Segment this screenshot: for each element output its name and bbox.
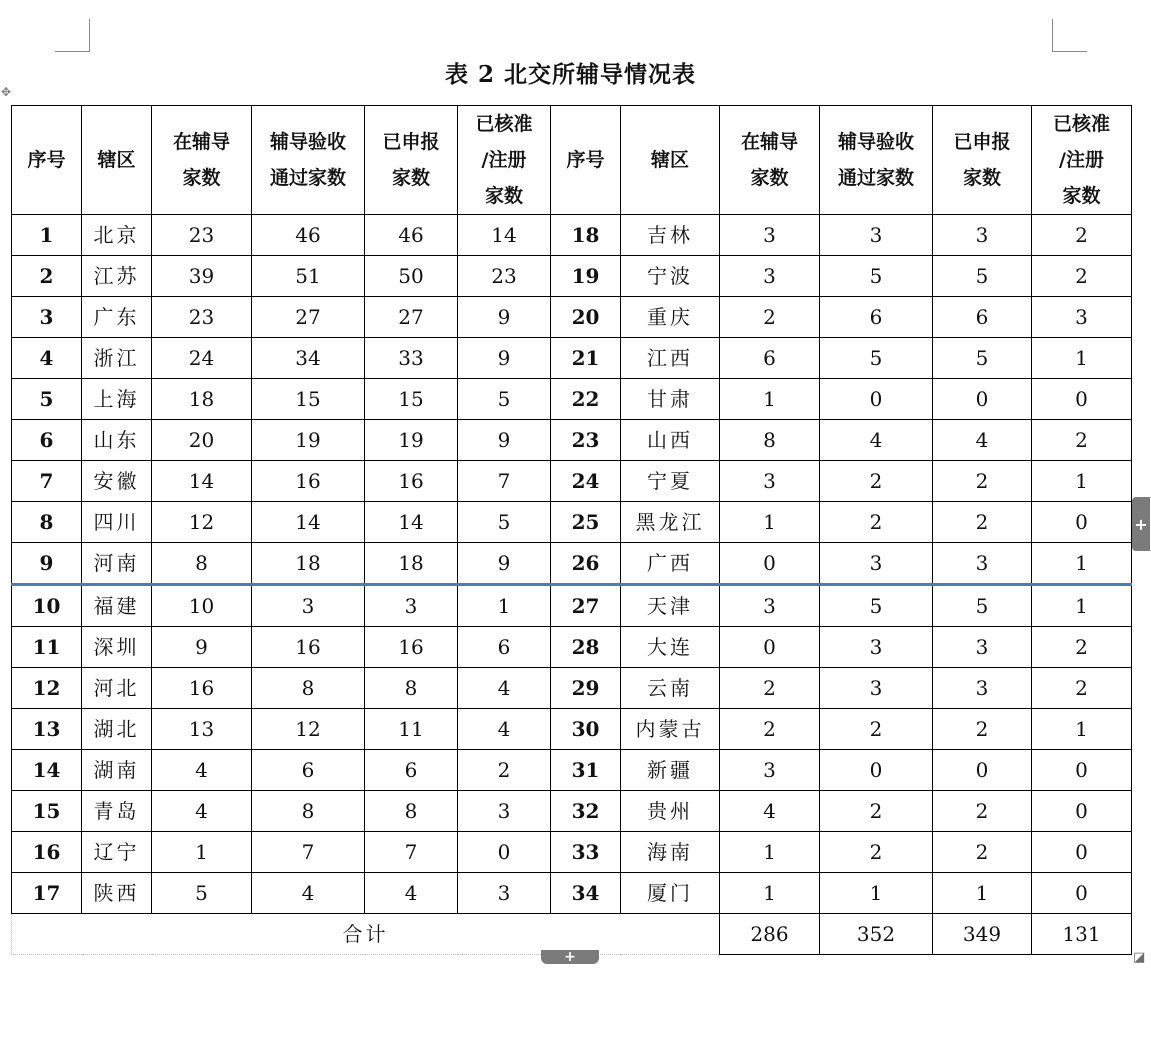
- cell-seq[interactable]: 18: [551, 215, 621, 256]
- cell-accepted[interactable]: 5: [820, 585, 933, 627]
- cell-approved[interactable]: 0: [1032, 832, 1132, 873]
- cell-region[interactable]: 江西: [621, 338, 720, 379]
- cell-accepted[interactable]: 6: [252, 750, 365, 791]
- cell-in-guidance[interactable]: 24: [152, 338, 252, 379]
- cell-seq[interactable]: 2: [12, 256, 82, 297]
- cell-filed[interactable]: 3: [365, 585, 458, 627]
- header-cell[interactable]: 辅导验收 通过家数: [252, 106, 365, 215]
- cell-accepted[interactable]: 6: [820, 297, 933, 338]
- cell-accepted[interactable]: 3: [820, 668, 933, 709]
- cell-in-guidance[interactable]: 23: [152, 297, 252, 338]
- cell-filed[interactable]: 0: [933, 750, 1032, 791]
- cell-filed[interactable]: 5: [933, 585, 1032, 627]
- cell-approved[interactable]: 1: [1032, 338, 1132, 379]
- page-corner-mark-top-left: [55, 19, 90, 52]
- cell-filed[interactable]: 2: [933, 791, 1032, 832]
- cell-filed[interactable]: 46: [365, 215, 458, 256]
- cell-region[interactable]: 陕西: [82, 873, 152, 914]
- page-corner-mark-top-right: [1052, 19, 1087, 52]
- cell-accepted[interactable]: 27: [252, 297, 365, 338]
- cell-approved[interactable]: 0: [1032, 750, 1132, 791]
- cell-filed[interactable]: 11: [365, 709, 458, 750]
- total-value[interactable]: 352: [820, 914, 933, 955]
- cell-accepted[interactable]: 8: [252, 668, 365, 709]
- cell-seq[interactable]: 20: [551, 297, 621, 338]
- header-row: [12, 106, 1132, 215]
- cell-accepted[interactable]: 12: [252, 709, 365, 750]
- cell-seq[interactable]: 19: [551, 256, 621, 297]
- cell-accepted[interactable]: 19: [252, 420, 365, 461]
- cell-approved[interactable]: 3: [1032, 297, 1132, 338]
- cell-in-guidance[interactable]: 4: [152, 791, 252, 832]
- cell-approved[interactable]: 4: [458, 668, 551, 709]
- cell-seq[interactable]: 24: [551, 461, 621, 502]
- cell-filed[interactable]: 1: [933, 873, 1032, 914]
- cell-region[interactable]: 山东: [82, 420, 152, 461]
- cell-in-guidance[interactable]: 10: [152, 585, 252, 627]
- cell-region[interactable]: 深圳: [82, 627, 152, 668]
- cell-accepted[interactable]: 2: [820, 791, 933, 832]
- cell-region[interactable]: 广东: [82, 297, 152, 338]
- header-cell[interactable]: 已核准 /注册 家数: [458, 106, 551, 215]
- table-row: [12, 420, 1132, 461]
- cell-in-guidance[interactable]: 4: [152, 750, 252, 791]
- cell-approved[interactable]: 2: [1032, 668, 1132, 709]
- cell-seq[interactable]: 4: [12, 338, 82, 379]
- cell-approved[interactable]: 2: [1032, 215, 1132, 256]
- cell-in-guidance[interactable]: 6: [720, 338, 820, 379]
- cell-region[interactable]: 黑龙江: [621, 502, 720, 543]
- cell-filed[interactable]: 6: [365, 750, 458, 791]
- cell-seq[interactable]: 11: [12, 627, 82, 668]
- cell-seq[interactable]: 10: [12, 585, 82, 627]
- cell-filed[interactable]: 2: [933, 461, 1032, 502]
- move-icon[interactable]: ✥: [0, 85, 12, 99]
- cell-seq[interactable]: 5: [12, 379, 82, 420]
- cell-approved[interactable]: 4: [458, 709, 551, 750]
- cell-in-guidance[interactable]: 14: [152, 461, 252, 502]
- cell-accepted[interactable]: 14: [252, 502, 365, 543]
- cell-in-guidance[interactable]: 2: [720, 709, 820, 750]
- table-row: [12, 297, 1132, 338]
- cell-accepted[interactable]: 34: [252, 338, 365, 379]
- cell-accepted[interactable]: 3: [820, 627, 933, 668]
- cell-region[interactable]: 湖北: [82, 709, 152, 750]
- cell-seq[interactable]: 9: [12, 543, 82, 585]
- table-row: [12, 750, 1132, 791]
- header-cell[interactable]: 序号: [551, 106, 621, 215]
- cell-accepted[interactable]: 16: [252, 461, 365, 502]
- cell-approved[interactable]: 9: [458, 338, 551, 379]
- cell-in-guidance[interactable]: 20: [152, 420, 252, 461]
- cell-seq[interactable]: 26: [551, 543, 621, 585]
- cell-seq[interactable]: 6: [12, 420, 82, 461]
- table-row: [12, 585, 1132, 627]
- cell-approved[interactable]: 23: [458, 256, 551, 297]
- cell-accepted[interactable]: 16: [252, 627, 365, 668]
- cell-region[interactable]: 辽宁: [82, 832, 152, 873]
- total-value[interactable]: 349: [933, 914, 1032, 955]
- cell-approved[interactable]: 9: [458, 543, 551, 585]
- cell-approved[interactable]: 0: [1032, 791, 1132, 832]
- cell-seq[interactable]: 21: [551, 338, 621, 379]
- header-cell[interactable]: 辅导验收 通过家数: [820, 106, 933, 215]
- cell-accepted[interactable]: 15: [252, 379, 365, 420]
- cell-filed[interactable]: 33: [365, 338, 458, 379]
- cell-approved[interactable]: 3: [458, 791, 551, 832]
- add-row-plus-icon[interactable]: +: [541, 950, 599, 964]
- cell-seq[interactable]: 33: [551, 832, 621, 873]
- header-cell[interactable]: 已申报 家数: [933, 106, 1032, 215]
- cell-in-guidance[interactable]: 3: [720, 461, 820, 502]
- cell-filed[interactable]: 4: [365, 873, 458, 914]
- cell-region[interactable]: 广西: [621, 543, 720, 585]
- cell-accepted[interactable]: 4: [820, 420, 933, 461]
- cell-region[interactable]: 浙江: [82, 338, 152, 379]
- cell-approved[interactable]: 7: [458, 461, 551, 502]
- cell-approved[interactable]: 1: [1032, 543, 1132, 585]
- cell-approved[interactable]: 2: [1032, 420, 1132, 461]
- cell-approved[interactable]: 3: [458, 873, 551, 914]
- cell-approved[interactable]: 1: [1032, 709, 1132, 750]
- cell-in-guidance[interactable]: 3: [720, 215, 820, 256]
- cell-approved[interactable]: 14: [458, 215, 551, 256]
- cell-seq[interactable]: 15: [12, 791, 82, 832]
- cell-approved[interactable]: 0: [1032, 873, 1132, 914]
- cell-seq[interactable]: 13: [12, 709, 82, 750]
- cell-accepted[interactable]: 0: [820, 750, 933, 791]
- cell-in-guidance[interactable]: 1: [720, 873, 820, 914]
- cell-filed[interactable]: 5: [933, 338, 1032, 379]
- cell-region[interactable]: 吉林: [621, 215, 720, 256]
- cell-accepted[interactable]: 2: [820, 832, 933, 873]
- total-value[interactable]: 131: [1032, 914, 1132, 955]
- table-row: [12, 215, 1132, 256]
- cell-accepted[interactable]: 5: [820, 338, 933, 379]
- cell-accepted[interactable]: 2: [820, 709, 933, 750]
- cell-accepted[interactable]: 3: [820, 215, 933, 256]
- cell-filed[interactable]: 19: [365, 420, 458, 461]
- table-row: [12, 668, 1132, 709]
- cell-in-guidance[interactable]: 2: [720, 668, 820, 709]
- cell-in-guidance[interactable]: 12: [152, 502, 252, 543]
- cell-filed[interactable]: 27: [365, 297, 458, 338]
- cell-filed[interactable]: 5: [933, 256, 1032, 297]
- cell-seq[interactable]: 25: [551, 502, 621, 543]
- cell-accepted[interactable]: 0: [820, 379, 933, 420]
- cell-in-guidance[interactable]: 9: [152, 627, 252, 668]
- cell-region[interactable]: 河北: [82, 668, 152, 709]
- header-cell[interactable]: 在辅导 家数: [152, 106, 252, 215]
- table-row: [12, 873, 1132, 914]
- cell-filed[interactable]: 7: [365, 832, 458, 873]
- cell-approved[interactable]: 0: [1032, 379, 1132, 420]
- cell-filed[interactable]: 6: [933, 297, 1032, 338]
- table-row: [12, 543, 1132, 585]
- cell-in-guidance[interactable]: 23: [152, 215, 252, 256]
- cell-accepted[interactable]: 7: [252, 832, 365, 873]
- cell-region[interactable]: 江苏: [82, 256, 152, 297]
- cell-filed[interactable]: 8: [365, 791, 458, 832]
- cell-accepted[interactable]: 4: [252, 873, 365, 914]
- cell-accepted[interactable]: 3: [820, 543, 933, 585]
- cell-region[interactable]: 重庆: [621, 297, 720, 338]
- table-row: [12, 709, 1132, 750]
- table-row: [12, 256, 1132, 297]
- cell-seq[interactable]: 31: [551, 750, 621, 791]
- cell-seq[interactable]: 22: [551, 379, 621, 420]
- cell-region[interactable]: 福建: [82, 585, 152, 627]
- table-row: [12, 832, 1132, 873]
- cell-in-guidance[interactable]: 4: [720, 791, 820, 832]
- cell-approved[interactable]: 1: [1032, 585, 1132, 627]
- cell-filed[interactable]: 18: [365, 543, 458, 585]
- cell-accepted[interactable]: 3: [252, 585, 365, 627]
- cell-region[interactable]: 宁夏: [621, 461, 720, 502]
- cell-in-guidance[interactable]: 3: [720, 585, 820, 627]
- header-cell[interactable]: 已申报 家数: [365, 106, 458, 215]
- cell-seq[interactable]: 29: [551, 668, 621, 709]
- cell-filed[interactable]: 3: [933, 215, 1032, 256]
- cell-in-guidance[interactable]: 2: [720, 297, 820, 338]
- cell-seq[interactable]: 27: [551, 585, 621, 627]
- table-row: [12, 379, 1132, 420]
- cell-filed[interactable]: 16: [365, 461, 458, 502]
- cell-approved[interactable]: 9: [458, 297, 551, 338]
- cell-filed[interactable]: 2: [933, 502, 1032, 543]
- header-cell[interactable]: 序号: [12, 106, 82, 215]
- cell-in-guidance[interactable]: 39: [152, 256, 252, 297]
- resize-icon[interactable]: ◪: [1133, 950, 1146, 965]
- cell-approved[interactable]: 5: [458, 502, 551, 543]
- cell-seq[interactable]: 32: [551, 791, 621, 832]
- cell-region[interactable]: 青岛: [82, 791, 152, 832]
- cell-accepted[interactable]: 5: [820, 256, 933, 297]
- cell-in-guidance[interactable]: 8: [152, 543, 252, 585]
- cell-approved[interactable]: 1: [1032, 461, 1132, 502]
- table-row: [12, 461, 1132, 502]
- cell-approved[interactable]: 5: [458, 379, 551, 420]
- cell-seq[interactable]: 7: [12, 461, 82, 502]
- cell-region[interactable]: 厦门: [621, 873, 720, 914]
- cell-approved[interactable]: 0: [458, 832, 551, 873]
- cell-seq[interactable]: 12: [12, 668, 82, 709]
- cell-in-guidance[interactable]: 1: [720, 832, 820, 873]
- cell-region[interactable]: 大连: [621, 627, 720, 668]
- cell-approved[interactable]: 2: [1032, 256, 1132, 297]
- cell-region[interactable]: 山西: [621, 420, 720, 461]
- header-cell[interactable]: 已核准 /注册 家数: [1032, 106, 1132, 215]
- cell-region[interactable]: 上海: [82, 379, 152, 420]
- cell-filed[interactable]: 16: [365, 627, 458, 668]
- cell-accepted[interactable]: 46: [252, 215, 365, 256]
- cell-seq[interactable]: 1: [12, 215, 82, 256]
- cell-region[interactable]: 云南: [621, 668, 720, 709]
- cell-filed[interactable]: 2: [933, 832, 1032, 873]
- cell-in-guidance[interactable]: 8: [720, 420, 820, 461]
- cell-approved[interactable]: 2: [1032, 627, 1132, 668]
- total-value[interactable]: 286: [720, 914, 820, 955]
- cell-in-guidance[interactable]: 16: [152, 668, 252, 709]
- cell-region[interactable]: 河南: [82, 543, 152, 585]
- cell-seq[interactable]: 8: [12, 502, 82, 543]
- cell-region[interactable]: 湖南: [82, 750, 152, 791]
- cell-filed[interactable]: 15: [365, 379, 458, 420]
- cell-filed[interactable]: 50: [365, 256, 458, 297]
- cell-region[interactable]: 四川: [82, 502, 152, 543]
- cell-in-guidance[interactable]: 1: [720, 379, 820, 420]
- cell-filed[interactable]: 3: [933, 627, 1032, 668]
- cell-accepted[interactable]: 1: [820, 873, 933, 914]
- cell-region[interactable]: 北京: [82, 215, 152, 256]
- cell-region[interactable]: 天津: [621, 585, 720, 627]
- cell-accepted[interactable]: 51: [252, 256, 365, 297]
- cell-in-guidance[interactable]: 0: [720, 543, 820, 585]
- cell-in-guidance[interactable]: 5: [152, 873, 252, 914]
- header-cell[interactable]: 在辅导 家数: [720, 106, 820, 215]
- guidance-table: [11, 105, 1132, 955]
- header-cell[interactable]: 辖区: [82, 106, 152, 215]
- cell-filed[interactable]: 2: [933, 709, 1032, 750]
- cell-filed[interactable]: 3: [933, 668, 1032, 709]
- cell-region[interactable]: 海南: [621, 832, 720, 873]
- cell-in-guidance[interactable]: 1: [152, 832, 252, 873]
- cell-in-guidance[interactable]: 3: [720, 750, 820, 791]
- table-row: [12, 502, 1132, 543]
- add-column-plus-icon[interactable]: +: [1132, 497, 1150, 551]
- cell-accepted[interactable]: 8: [252, 791, 365, 832]
- cell-accepted[interactable]: 2: [820, 502, 933, 543]
- cell-approved[interactable]: 0: [1032, 502, 1132, 543]
- cell-approved[interactable]: 9: [458, 420, 551, 461]
- cell-filed[interactable]: 4: [933, 420, 1032, 461]
- cell-in-guidance[interactable]: 18: [152, 379, 252, 420]
- table-row: [12, 791, 1132, 832]
- cell-seq[interactable]: 3: [12, 297, 82, 338]
- cell-approved[interactable]: 2: [458, 750, 551, 791]
- cell-filed[interactable]: 3: [933, 543, 1032, 585]
- table-title: 表 2 北交所辅导情况表: [444, 61, 697, 88]
- cell-seq[interactable]: 34: [551, 873, 621, 914]
- total-label[interactable]: 合计: [12, 914, 720, 955]
- cell-filed[interactable]: 14: [365, 502, 458, 543]
- cell-approved[interactable]: 1: [458, 585, 551, 627]
- cell-region[interactable]: 宁波: [621, 256, 720, 297]
- cell-in-guidance[interactable]: 3: [720, 256, 820, 297]
- cell-seq[interactable]: 14: [12, 750, 82, 791]
- cell-region[interactable]: 内蒙古: [621, 709, 720, 750]
- cell-approved[interactable]: 6: [458, 627, 551, 668]
- cell-seq[interactable]: 28: [551, 627, 621, 668]
- cell-in-guidance[interactable]: 0: [720, 627, 820, 668]
- cell-accepted[interactable]: 18: [252, 543, 365, 585]
- cell-region[interactable]: 安徽: [82, 461, 152, 502]
- cell-filed[interactable]: 8: [365, 668, 458, 709]
- cell-accepted[interactable]: 2: [820, 461, 933, 502]
- cell-region[interactable]: 贵州: [621, 791, 720, 832]
- cell-in-guidance[interactable]: 13: [152, 709, 252, 750]
- table-row: [12, 338, 1132, 379]
- cell-seq[interactable]: 16: [12, 832, 82, 873]
- cell-filed[interactable]: 0: [933, 379, 1032, 420]
- cell-region[interactable]: 甘肃: [621, 379, 720, 420]
- table-row: [12, 627, 1132, 668]
- cell-region[interactable]: 新疆: [621, 750, 720, 791]
- cell-seq[interactable]: 17: [12, 873, 82, 914]
- header-cell[interactable]: 辖区: [621, 106, 720, 215]
- cell-seq[interactable]: 30: [551, 709, 621, 750]
- cell-in-guidance[interactable]: 1: [720, 502, 820, 543]
- cell-seq[interactable]: 23: [551, 420, 621, 461]
